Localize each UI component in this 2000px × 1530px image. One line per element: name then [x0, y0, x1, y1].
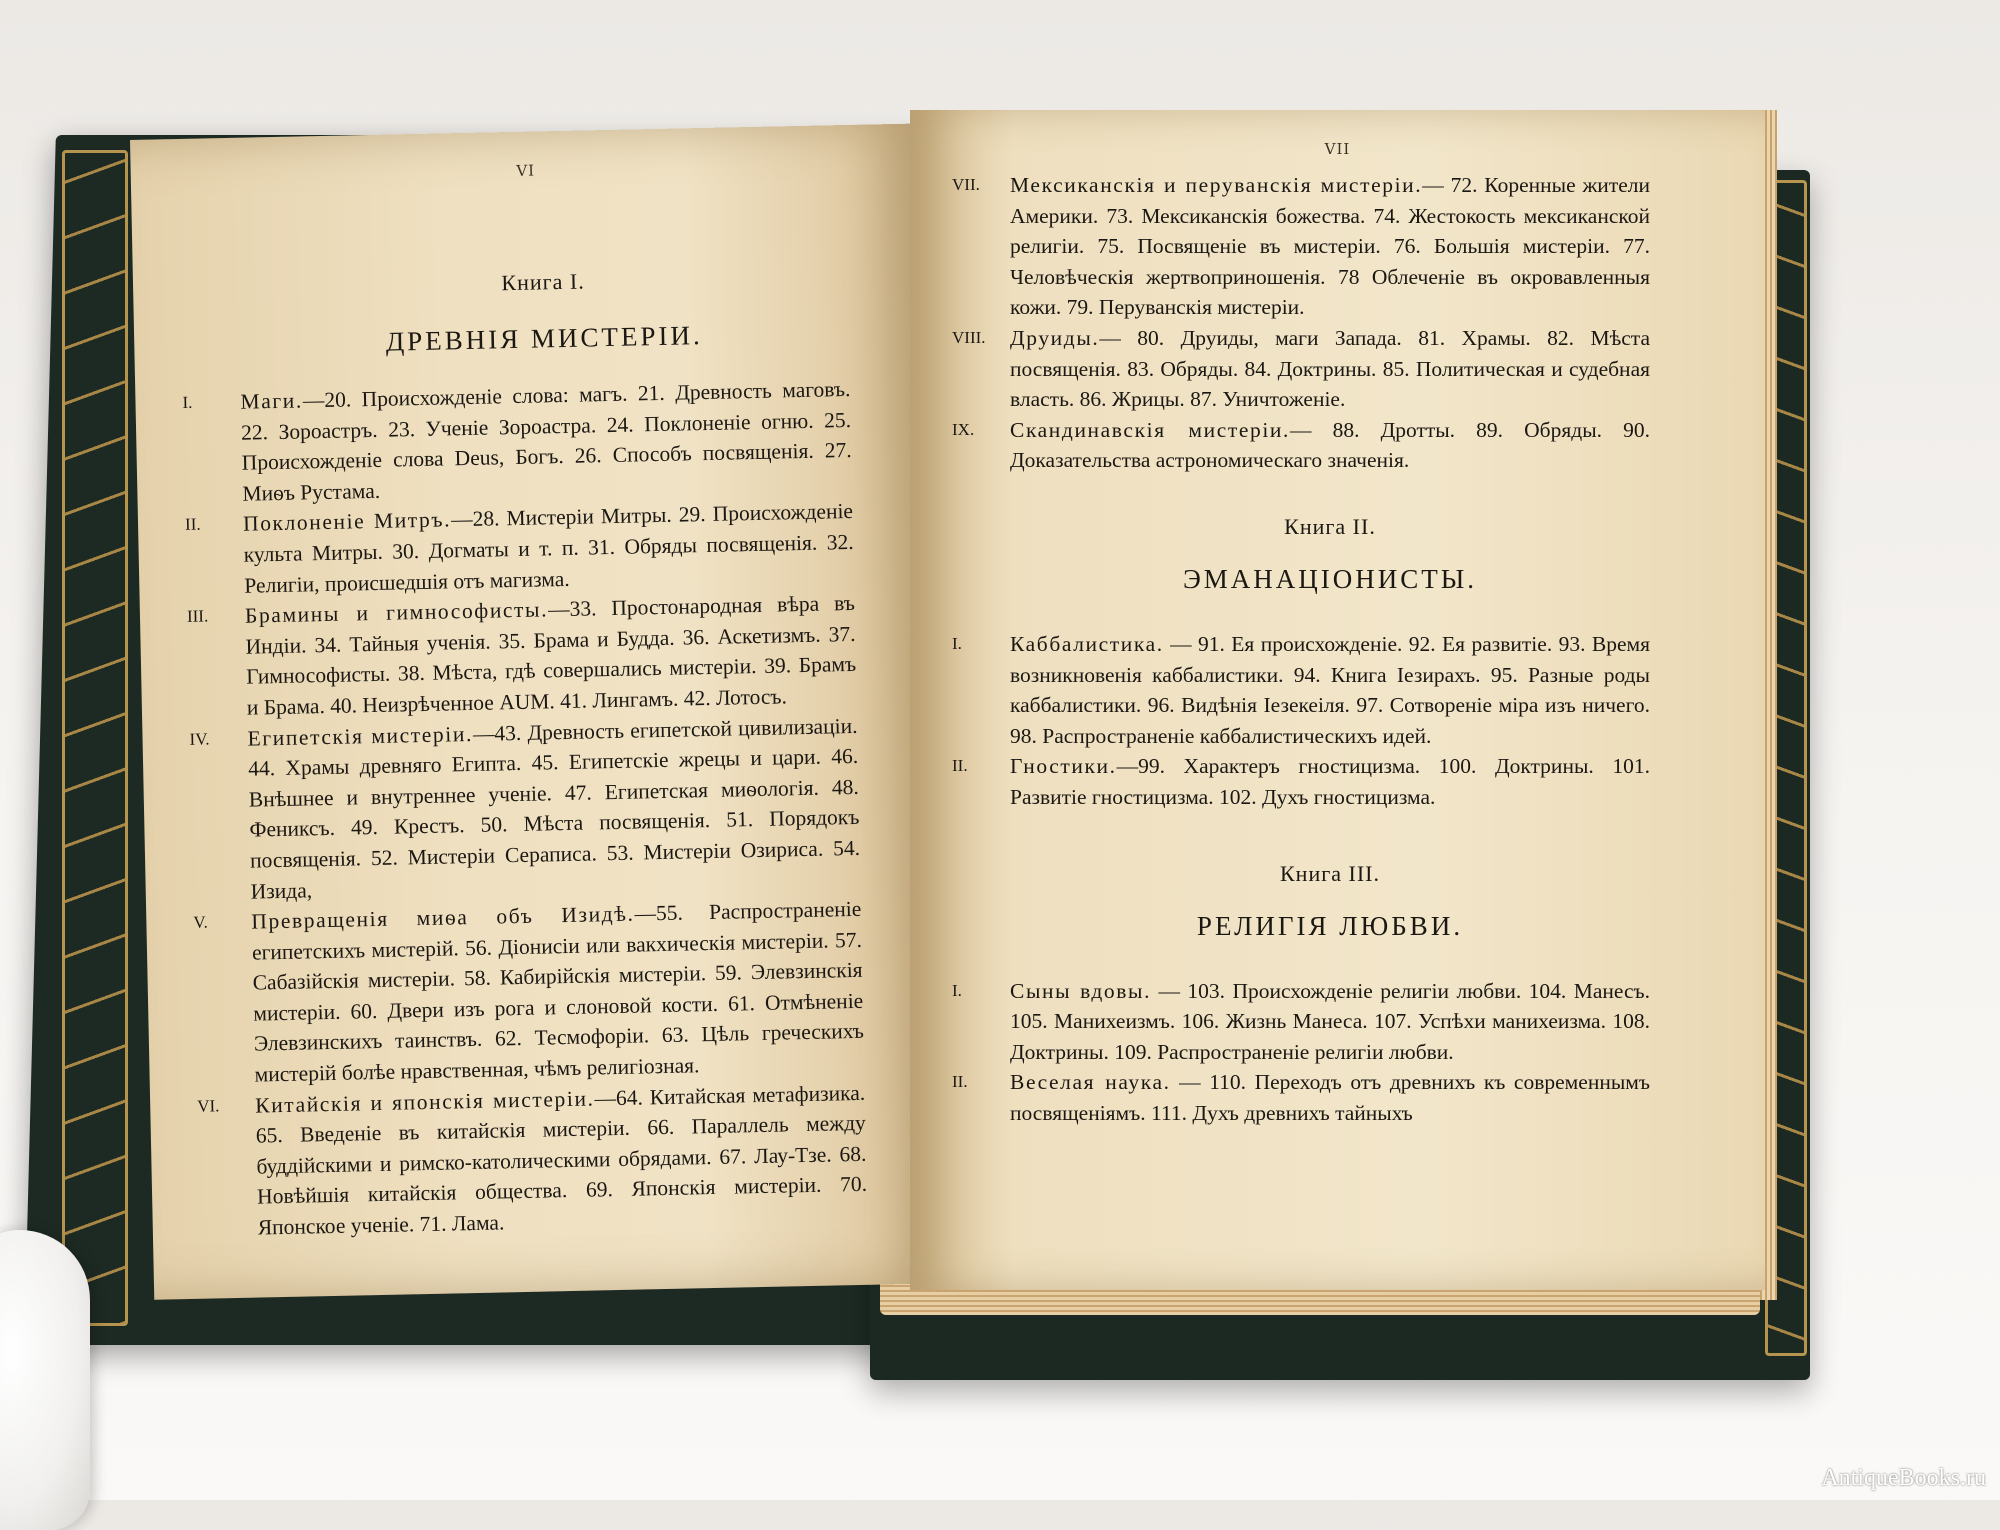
chapter-number: I.: [952, 633, 962, 653]
chapter-title: Каббалистика.: [1010, 631, 1164, 656]
toc-entry: [952, 1067, 1651, 1128]
book-1-heading: Книга I.: [501, 268, 585, 296]
watermark: AntiqueBooks.ru: [1821, 1465, 1986, 1491]
chapter-number: I.: [182, 392, 193, 412]
chapter-number: VIII.: [952, 327, 986, 347]
book-1-title: ДРЕВНIЯ МИСТЕРIИ.: [385, 320, 703, 357]
chapter-title: Поклоненiе Митръ.: [242, 507, 452, 537]
white-glove: [0, 1230, 90, 1530]
chapter-contents: —20. Происхожденiе слова: магъ. 21. Древность маговъ. 22. Зороастръ. 23. Ученiе Зороастра. 24. Поклоненiе огню. 25. Происхожденiе слова Deus, Богъ. 26. Способъ посвященiя. 27. Миѳъ Рустама.: [240, 376, 852, 506]
right-page-number: VII: [1324, 140, 1351, 158]
chapter-contents: — 88. Дротты. 89. Обряды. 90. Доказательства астрономическаго значенiя.: [1010, 417, 1650, 473]
chapter-number: V.: [193, 912, 208, 932]
chapter-title: Гностики.: [1010, 754, 1117, 779]
left-page-number: VI: [516, 161, 536, 180]
book-3-title: РЕЛИГIЯ ЛЮБВИ.: [1196, 910, 1464, 941]
chapter-contents: —33. Простонародная вѣра въ Индiи. 34. Тайныя ученiя. 35. Брама и Будда. 36. Аскетизмъ. 37. Гимнософисты. 38. Мѣста, гдѣ совершались мистерiи. 39. Брамъ и Брама. 40. Неизрѣченное AUM. 41. Лингамъ. 42. Лотосъ.: [245, 591, 857, 720]
toc-entry: [952, 629, 1650, 751]
right-page: [910, 110, 1765, 1290]
chapter-title: Китайскiя и японскiя мистерiи.: [254, 1086, 595, 1118]
chapter-number: III.: [186, 606, 209, 627]
left-page-text: [182, 203, 868, 1243]
chapter-contents: —43. Древность египетской цивилизацiи. 44. Храмы древняго Египта. 45. Египетскiе жрецы и цари. 46. Внѣшнее и внутреннее ученiе. 47. Египетская миѳологiя. 48. Фениксъ. 49. Крестъ. 50. Мѣста посвященiя. 51. Порядокъ посвященiя. 52. Мистерiи Сераписа. 53. Мистерiи Озириса. 54. Изида,: [247, 713, 861, 904]
toc-entry: [952, 976, 1650, 1068]
gilt-border-left: [62, 150, 128, 1326]
chapter-contents: — 80. Друиды, маги Запада. 81. Храмы. 82. Мѣста посвященiя. 83. Обряды. 84. Доктрины. 85. Политическая и судебная власть. 86. Жрицы. 87. Уничтоженiе.: [1010, 325, 1650, 412]
chapter-number: IV.: [189, 728, 210, 749]
chapter-number: IX.: [952, 419, 975, 439]
chapter-title: Брамины и гимнософисты.: [244, 597, 549, 628]
toc-entry: [952, 170, 1650, 323]
chapter-contents: — 72. Коренные жители Америки. 73. Мексиканскiя божества. 74. Жестокость мексиканской религiи. 75. Посвященiе въ мистерiи. 76. Большiя мистерiи. 77. Человѣческiя жертвоприношенiя. 78 Облеченiе въ окровавленныя кожи. 79. Перуванскiя мистерiи.: [1010, 173, 1650, 320]
chapter-title: Друиды.: [1010, 325, 1100, 350]
chapter-number: I.: [952, 980, 962, 1000]
chapter-title: Скандинавскiя мистерiи.: [1010, 417, 1290, 442]
right-page-text: [952, 170, 1651, 1128]
chapter-contents: — 91. Ея происхожденiе. 92. Ея развитiе. 93. Время возникновенiя каббалистики. 94. Книга Iезирахъ. 95. Разные роды каббалистики. 96. Видѣнiя Iезекеiля. 97. Сотворенiе мiра изъ ничего. 98. Распространенiе каббалистическихъ идей.: [1010, 631, 1650, 748]
chapter-title: Мексиканскiя и перуванскiя мистерiи.: [1010, 173, 1423, 197]
chapter-contents: —55. Распространенiе египетскихъ мистерiй. 56. Дiонисiи или вакхическiя мистерiи. 57. Сабазiйскiя мистерiи. 58. Кабирiйскiя мистерiи. 59. Элевзинскiя мистерiи. 60. Двери изъ рога и слоновой кости. 61. Отмѣненiе Элевзинскихъ таинствъ. 62. Тесмофорiи. 63. Цѣль греческихъ мистерiй болѣе нравственная, чѣмъ религiозная.: [251, 896, 865, 1087]
chapter-number: II.: [952, 756, 968, 776]
toc-entry: [186, 588, 857, 723]
chapter-title: Превращенiя миѳа объ Изидѣ.: [251, 901, 635, 934]
left-page: [130, 123, 944, 1299]
book-2-title: ЭМАНАЦIОНИСТЫ.: [1182, 563, 1478, 594]
chapter-number: VI.: [197, 1095, 220, 1116]
chapter-number: VII.: [952, 175, 980, 194]
chapter-contents: —99. Характеръ гностицизма. 100. Доктрины. 101. Развитiе гностицизма. 102. Духъ гностицизма.: [1010, 754, 1650, 809]
chapter-title: Маги.: [240, 388, 304, 414]
book-3-heading: Книга III.: [1280, 860, 1380, 886]
chapter-number: II.: [952, 1072, 968, 1092]
chapter-contents: —64. Китайская метафизика. 65. Введенiе въ китайскiя мистерiи. 66. Параллель между буддiйскими и римско-католическими обрядами. 67. Лау-Тзе. 68. Новѣйшiя китайскiя общества. 69. Японскiя мистерiи. 70. Японское ученiе. 71. Лама.: [255, 1080, 868, 1240]
toc-entry: [193, 894, 865, 1090]
toc-entry: [952, 751, 1650, 812]
toc-entry: [952, 323, 1650, 415]
chapter-contents: — 103. Происхожденiе религiи любви. 104. Манесъ. 105. Манихеизмъ. 106. Жизнь Манеса. 107. Успѣхи манихеизма. 108. Доктрины. 109. Распространенiе религiи любви.: [1010, 978, 1650, 1064]
toc-entry: [197, 1077, 868, 1243]
chapter-contents: — 110. Переходъ отъ древнихъ къ современнымъ посвященiямъ. 111. Духъ древнихъ тайныхъ: [1010, 1070, 1651, 1125]
toc-entry: [189, 710, 861, 906]
chapter-title: Египетскiя мистерiи.: [247, 721, 474, 751]
toc-entry: [184, 496, 855, 601]
chapter-title: Веселая наука.: [1010, 1070, 1171, 1095]
toc-entry: [952, 415, 1650, 476]
book-2-heading: Книга II.: [1284, 513, 1376, 539]
chapter-title: Сыны вдовы.: [1010, 978, 1152, 1003]
toc-entry: [182, 374, 852, 509]
chapter-contents: —28. Мистерiи Митры. 29. Происхожденiе культа Митры. 30. Догматы и т. п. 31. Обряды посвященiя. 32. Религiи, происшедшiя отъ магизма.: [243, 499, 854, 598]
chapter-number: II.: [184, 514, 201, 535]
